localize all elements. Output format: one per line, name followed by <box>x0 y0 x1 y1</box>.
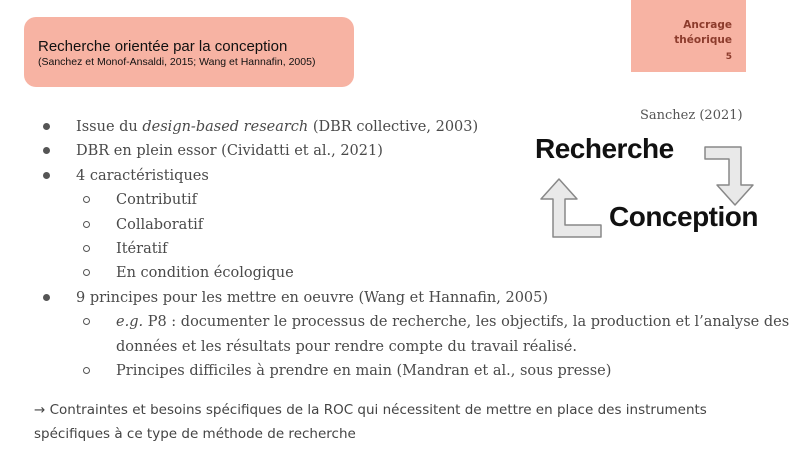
diagram-source: Sanchez (2021) <box>640 108 743 123</box>
sub-list-item: Itératif <box>116 241 168 258</box>
list-item: 9 principes pour les mettre en oeuvre (Wang et Hannafin, 2005) <box>76 289 549 306</box>
section-tag <box>631 0 746 72</box>
sub-list-item: Contributif <box>116 192 198 209</box>
sub-list-item: Principes difficiles à prendre en main (Mandran et al., sous presse) <box>116 363 612 380</box>
list-item: Issue du design-based research (DBR collective, 2003) <box>76 119 479 135</box>
title-box <box>24 17 354 87</box>
section-label-line1: Ancrage <box>683 19 732 31</box>
conclusion-text: → Contraintes et besoins spécifiques de la ROC qui nécessitent de mettre en place des instruments spécifiques à ce type de méthode de recherche <box>34 402 707 442</box>
slide-title: Recherche orientée par la conception <box>38 38 288 55</box>
sub-list-item: En condition écologique <box>116 265 294 282</box>
page-number: 5 <box>725 52 732 62</box>
slide-subtitle: (Sanchez et Monof-Ansaldi, 2015; Wang et Hannafin, 2005) <box>38 56 316 68</box>
diagram-word-conception: Conception <box>609 201 758 232</box>
sub-list-item: Collaboratif <box>116 216 204 233</box>
section-label-line2: théorique <box>674 34 732 46</box>
diagram-word-recherche: Recherche <box>535 133 674 164</box>
list-item: 4 caractéristiques <box>76 167 209 184</box>
list-item: DBR en plein essor (Cividatti et al., 2021) <box>76 143 383 160</box>
bullet-list <box>40 115 790 383</box>
sub-list-item: e.g. P8 : documenter le processus de recherche, les objectifs, la production et l’analyse des données et les résultats pour rendre compte du travail réalisé. <box>116 314 790 355</box>
